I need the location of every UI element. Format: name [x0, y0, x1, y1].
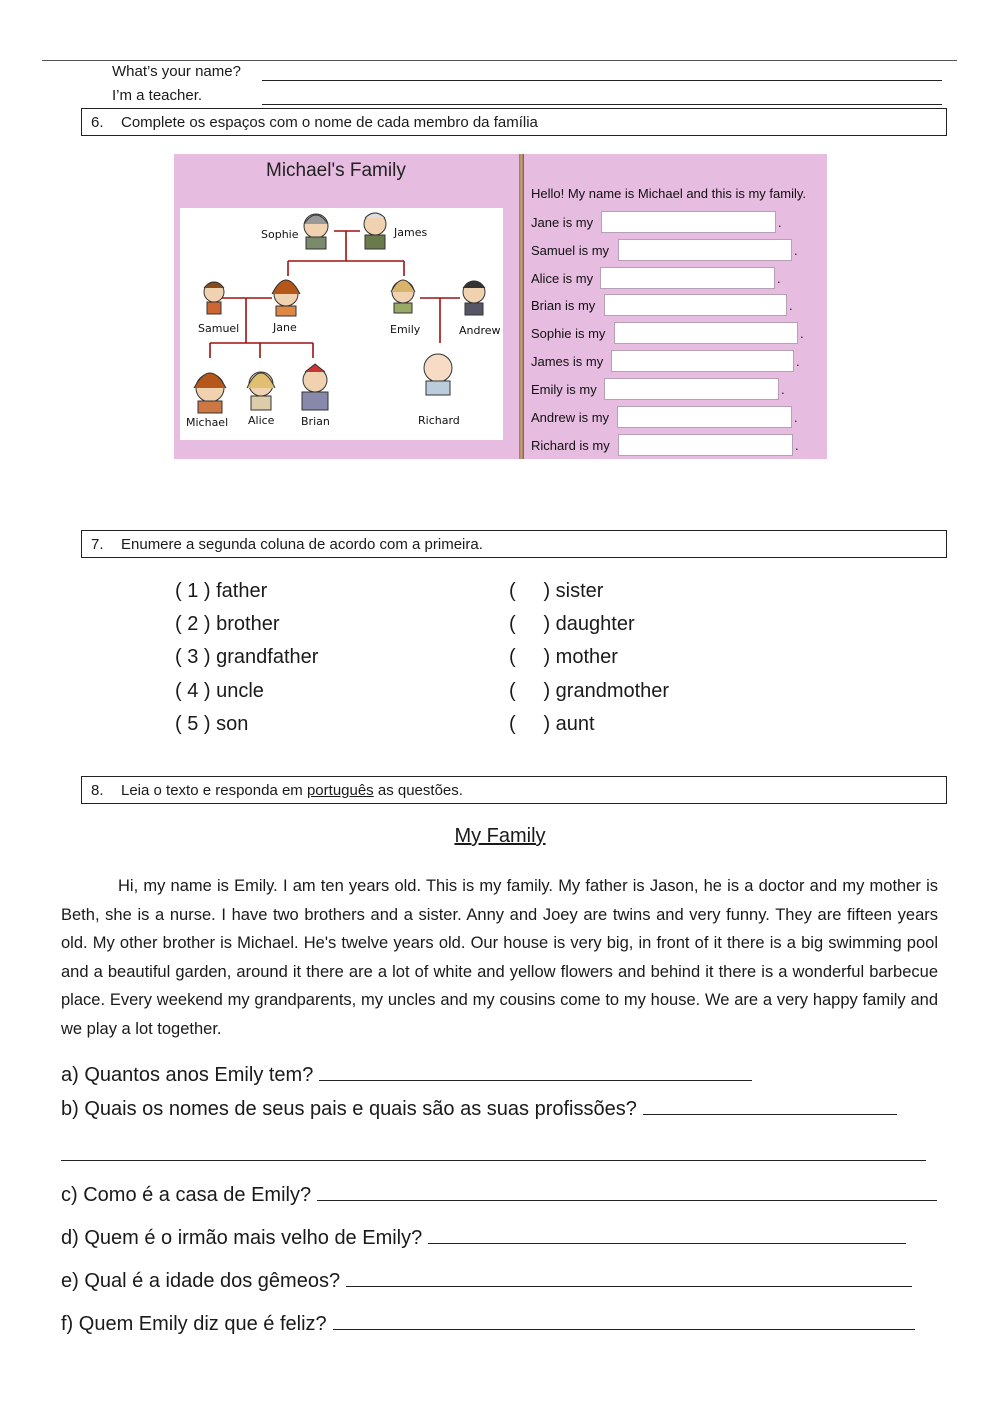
- intro-answer-line-1[interactable]: [262, 63, 942, 81]
- instruction-underlined: português: [306, 782, 374, 799]
- person-andrew: [463, 281, 485, 315]
- fill-row-sophie: [531, 326, 605, 341]
- person-emily: [391, 280, 415, 313]
- tree-name-samuel: Samuel: [198, 322, 240, 335]
- section-8-instruction: [121, 777, 463, 805]
- person-james: [364, 213, 386, 249]
- story-title-text: My Family: [454, 825, 546, 847]
- tree-name-james: James: [394, 226, 428, 239]
- question-b-text: b) Quais os nomes de seus pais e quais são as suas profissões?: [61, 1098, 637, 1120]
- section-7-instruction: Enumere a segunda coluna de acordo com a primeira.: [121, 536, 483, 553]
- tree-name-emily: Emily: [390, 323, 421, 336]
- story-paragraph: Hi, my name is Emily. I am ten years old. This is my family. My father is Jason, he is a doctor and my mother is Beth, she is a nurse. I have two brothers and a sister. Anny and Joey are twins and very funny. They are fifteen years old. My other brother is Michael. He's twelve years old. Our house is very big, in front of it there is a big swimming pool and a beautiful garden, around it there are a lot of white and yellow flowers and behind it there is a wonderful barbecue place. Every weekend my grandparents, my uncles and my cousins come to my house. We are a very happy family and we play a lot together.: [61, 877, 938, 1038]
- family-tree: [180, 208, 503, 440]
- fill-trailing-dot: .: [777, 271, 781, 286]
- answer-line-f[interactable]: [333, 1311, 915, 1330]
- person-alice: [247, 372, 275, 410]
- fill-input-andrew[interactable]: [617, 406, 792, 428]
- tree-name-alice: Alice: [248, 414, 275, 427]
- intro-answer-line-2[interactable]: [262, 87, 942, 105]
- match-right-1[interactable]: ( ) sister: [509, 580, 604, 602]
- question-d-text: d) Quem é o irmão mais velho de Emily?: [61, 1227, 423, 1249]
- section-8-number: 8.: [91, 782, 104, 799]
- instruction-before: Leia o texto e responda em: [121, 782, 303, 799]
- section-6-header: [81, 108, 947, 136]
- panel-title: Michael's Family: [266, 160, 406, 181]
- hello-text: Hello! My name is Michael and this is my family.: [531, 186, 807, 201]
- tree-name-brian: Brian: [301, 415, 330, 428]
- story-title: [0, 825, 1000, 848]
- fill-row-richard: [531, 438, 610, 453]
- match-right-2[interactable]: ( ) daughter: [509, 613, 635, 635]
- fill-label: Emily is my: [531, 382, 597, 397]
- fill-trailing-dot: .: [778, 215, 782, 230]
- section-8-header: [81, 776, 947, 804]
- question-c-text: c) Como é a casa de Emily?: [61, 1184, 312, 1206]
- tree-name-andrew: Andrew: [459, 324, 501, 337]
- question-e: [61, 1268, 912, 1293]
- person-samuel: [204, 282, 224, 314]
- fill-trailing-dot: .: [794, 410, 798, 425]
- person-michael: [194, 373, 226, 413]
- question-a-text: a) Quantos anos Emily tem?: [61, 1064, 314, 1086]
- person-brian: [302, 364, 328, 410]
- fill-input-richard[interactable]: [618, 434, 793, 456]
- panel-divider: [519, 154, 524, 459]
- fill-label: Richard is my: [531, 438, 610, 453]
- fill-input-james[interactable]: [611, 350, 794, 372]
- fill-label: Samuel is my: [531, 243, 610, 258]
- section-6-number: 6.: [91, 114, 104, 131]
- fill-trailing-dot: .: [796, 354, 800, 369]
- fill-trailing-dot: .: [789, 298, 793, 313]
- fill-row-emily: [531, 382, 597, 397]
- fill-row-samuel: [531, 243, 609, 258]
- story: [61, 872, 938, 1043]
- tree-name-richard: Richard: [418, 414, 460, 427]
- fill-row-james: [531, 354, 603, 369]
- question-b: [61, 1096, 897, 1121]
- tree-name-jane: Jane: [273, 321, 297, 334]
- match-right-4[interactable]: ( ) grandmother: [509, 680, 670, 702]
- question-a: [61, 1062, 752, 1087]
- match-left-3: ( 3 ) grandfather: [175, 646, 319, 668]
- fill-row-jane: [531, 215, 593, 230]
- fill-label: Brian is my: [531, 298, 596, 313]
- tree-name-michael: Michael: [186, 416, 229, 429]
- match-left-2: ( 2 ) brother: [175, 613, 280, 635]
- fill-row-brian: [531, 298, 595, 313]
- person-sophie: [304, 214, 328, 249]
- intro-question: What’s your name?: [112, 63, 241, 80]
- fill-row-alice: [531, 271, 593, 286]
- answer-line-c[interactable]: [317, 1182, 937, 1201]
- answer-line-d[interactable]: [428, 1225, 906, 1244]
- fill-trailing-dot: .: [800, 326, 804, 341]
- instruction-after: as questões.: [377, 782, 463, 799]
- match-left-4: ( 4 ) uncle: [175, 680, 264, 702]
- answer-line-e[interactable]: [346, 1268, 912, 1287]
- fill-label: James is my: [531, 354, 604, 369]
- match-left-5: ( 5 ) son: [175, 713, 249, 735]
- fill-input-jane[interactable]: [601, 211, 776, 233]
- fill-input-emily[interactable]: [604, 378, 779, 400]
- answer-line-b-continued[interactable]: [61, 1142, 926, 1161]
- fill-input-alice[interactable]: [600, 267, 775, 289]
- fill-input-sophie[interactable]: [614, 322, 798, 344]
- question-e-text: e) Qual é a idade dos gêmeos?: [61, 1270, 341, 1292]
- section-6-instruction: Complete os espaços com o nome de cada membro da família: [121, 114, 538, 131]
- answer-line-b[interactable]: [643, 1096, 897, 1115]
- person-richard: [424, 354, 452, 395]
- section-7-number: 7.: [91, 536, 104, 553]
- fill-input-samuel[interactable]: [618, 239, 792, 261]
- match-right-3[interactable]: ( ) mother: [509, 646, 618, 668]
- question-f: [61, 1311, 915, 1336]
- fill-row-andrew: [531, 410, 609, 425]
- match-right-5[interactable]: ( ) aunt: [509, 713, 595, 735]
- question-c: [61, 1182, 937, 1207]
- fill-label: Alice is my: [531, 271, 594, 286]
- question-d: [61, 1225, 906, 1250]
- match-left-1: ( 1 ) father: [175, 580, 268, 602]
- family-tree-drawing: [180, 208, 503, 440]
- fill-input-brian[interactable]: [604, 294, 787, 316]
- tree-name-sophie: Sophie: [261, 228, 299, 241]
- top-rule: [42, 60, 957, 61]
- person-jane: [272, 280, 300, 316]
- fill-label: Andrew is my: [531, 410, 610, 425]
- fill-trailing-dot: .: [795, 438, 799, 453]
- answer-line-a[interactable]: [319, 1062, 752, 1081]
- tree-connectors: [210, 231, 460, 358]
- fill-trailing-dot: .: [794, 243, 798, 258]
- fill-label: Jane is my: [531, 215, 594, 230]
- section-7-header: [81, 530, 947, 558]
- question-f-text: f) Quem Emily diz que é feliz?: [61, 1313, 327, 1335]
- fill-label: Sophie is my: [531, 326, 606, 341]
- intro-sentence: I’m a teacher.: [112, 87, 203, 104]
- fill-trailing-dot: .: [781, 382, 785, 397]
